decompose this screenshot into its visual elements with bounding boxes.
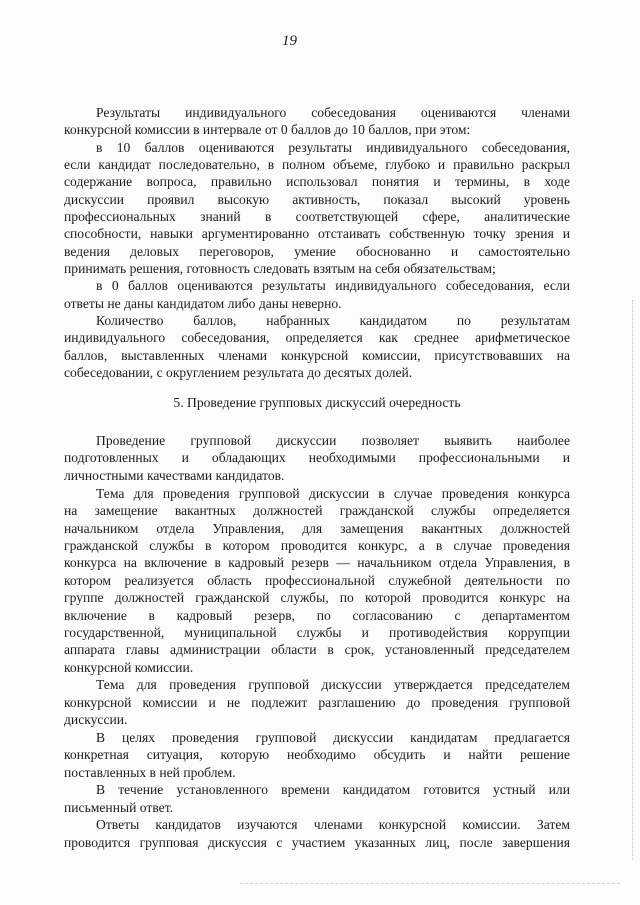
- paragraph-line: в 0 баллов оцениваются результаты индивидуального собеседования, если: [96, 278, 570, 293]
- paragraph-line: группе должностей гражданской службы, по которой проводится конкурс на: [64, 590, 570, 605]
- paragraph-line: индивидуального собеседования, определяется как среднее арифметическое: [64, 330, 570, 345]
- paragraph-line: Ответы кандидатов изучаются членами конкурсной комиссии. Затем: [96, 817, 570, 832]
- section-heading: 5. Проведение групповых дискуссий очередность: [173, 395, 461, 410]
- paragraph-line: в 10 баллов оцениваются результаты индивидуального собеседования,: [96, 140, 570, 155]
- paragraph-line: поставленных в ней проблем.: [64, 765, 236, 780]
- paragraph-line: включение в кадровый резерв, по согласованию с департаментом: [64, 608, 570, 623]
- paragraph-line: если кандидат последовательно, в полном объеме, глубоко и правильно раскрыл: [64, 157, 570, 172]
- paragraph-line: профессиональных знаний в соответствующей сфере, аналитические: [64, 209, 570, 224]
- paragraph-line: содержание вопроса, правильно использовал понятия и термины, в ходе: [64, 174, 570, 189]
- paragraph-line: подготовленных и обладающих необходимыми профессиональными и: [64, 450, 570, 465]
- paragraph-line: на замещение вакантных должностей гражданской службы определяется: [64, 503, 570, 518]
- paragraph-line: способности, навыки аргументированно отстаивать собственную точку зрения и: [64, 226, 570, 241]
- paragraph-line: конкурса на включение в кадровый резерв — начальником отдела Управления, в: [64, 555, 570, 570]
- paragraph-line: баллов, выставленных членами конкурсной комиссии, присутствовавших на: [64, 348, 570, 363]
- paragraph-line: В течение установленного времени кандидатом готовится устный или: [96, 782, 570, 797]
- paragraph-line: письменный ответ.: [64, 800, 174, 815]
- paragraph-line: собеседовании, с округлением результата до десятых долей.: [64, 365, 413, 380]
- paragraph-line: Результаты индивидуального собеседования оцениваются членами: [96, 105, 570, 120]
- scan-bottom-mark: [240, 883, 620, 885]
- page-number: 19: [282, 33, 297, 49]
- paragraph-line: котором реализуется область профессиональной служебной деятельности по: [64, 573, 570, 588]
- paragraph-line: ответы не даны кандидатом либо даны неверно.: [64, 296, 342, 311]
- paragraph-line: начальником отдела Управления, для замещения вакантных должностей: [64, 521, 570, 536]
- paragraph-line: Тема для проведения групповой дискуссии в случае проведения конкурса: [96, 486, 570, 501]
- paragraph-line: конкретная ситуация, которую необходимо обсудить и найти решение: [64, 747, 570, 762]
- paragraph-line: аппарата главы администрации области в срок, установленный председателем: [64, 642, 570, 657]
- paragraph-line: конкурсной комиссии и не подлежит разглашению до проведения групповой: [64, 695, 570, 710]
- paragraph-line: конкурсной комиссии.: [64, 660, 194, 675]
- paragraph-line: дискуссии проявил высокую активность, показал высокий уровень: [64, 192, 570, 207]
- scan-edge-mark: [632, 300, 634, 860]
- paragraph-line: Проведение групповой дискуссии позволяет выявить наиболее: [96, 433, 570, 448]
- paragraph-line: гражданской службы в котором проводится конкурс, а в случае проведения: [64, 538, 570, 553]
- paragraph-line: ведения деловых переговоров, умение обоснованно и самостоятельно: [64, 244, 570, 259]
- paragraph-line: личностными качествами кандидатов.: [64, 468, 285, 483]
- paragraph-line: конкурсной комиссии в интервале от 0 баллов до 10 баллов, при этом:: [64, 122, 471, 137]
- paragraph-line: Количество баллов, набранных кандидатом по результатам: [96, 313, 570, 328]
- paragraph-line: Тема для проведения групповой дискуссии утверждается председателем: [96, 677, 570, 692]
- paragraph-line: принимать решения, готовность следовать взятым на себя обязательствам;: [64, 261, 496, 276]
- paragraph-line: В целях проведения групповой дискуссии кандидатам предлагается: [96, 730, 570, 745]
- paragraph-line: проводится групповая дискуссия с участием указанных лиц, после завершения: [64, 835, 570, 850]
- paragraph-line: дискуссии.: [64, 712, 128, 727]
- paragraph-line: государственной, муниципальной службы и противодействия коррупции: [64, 625, 570, 640]
